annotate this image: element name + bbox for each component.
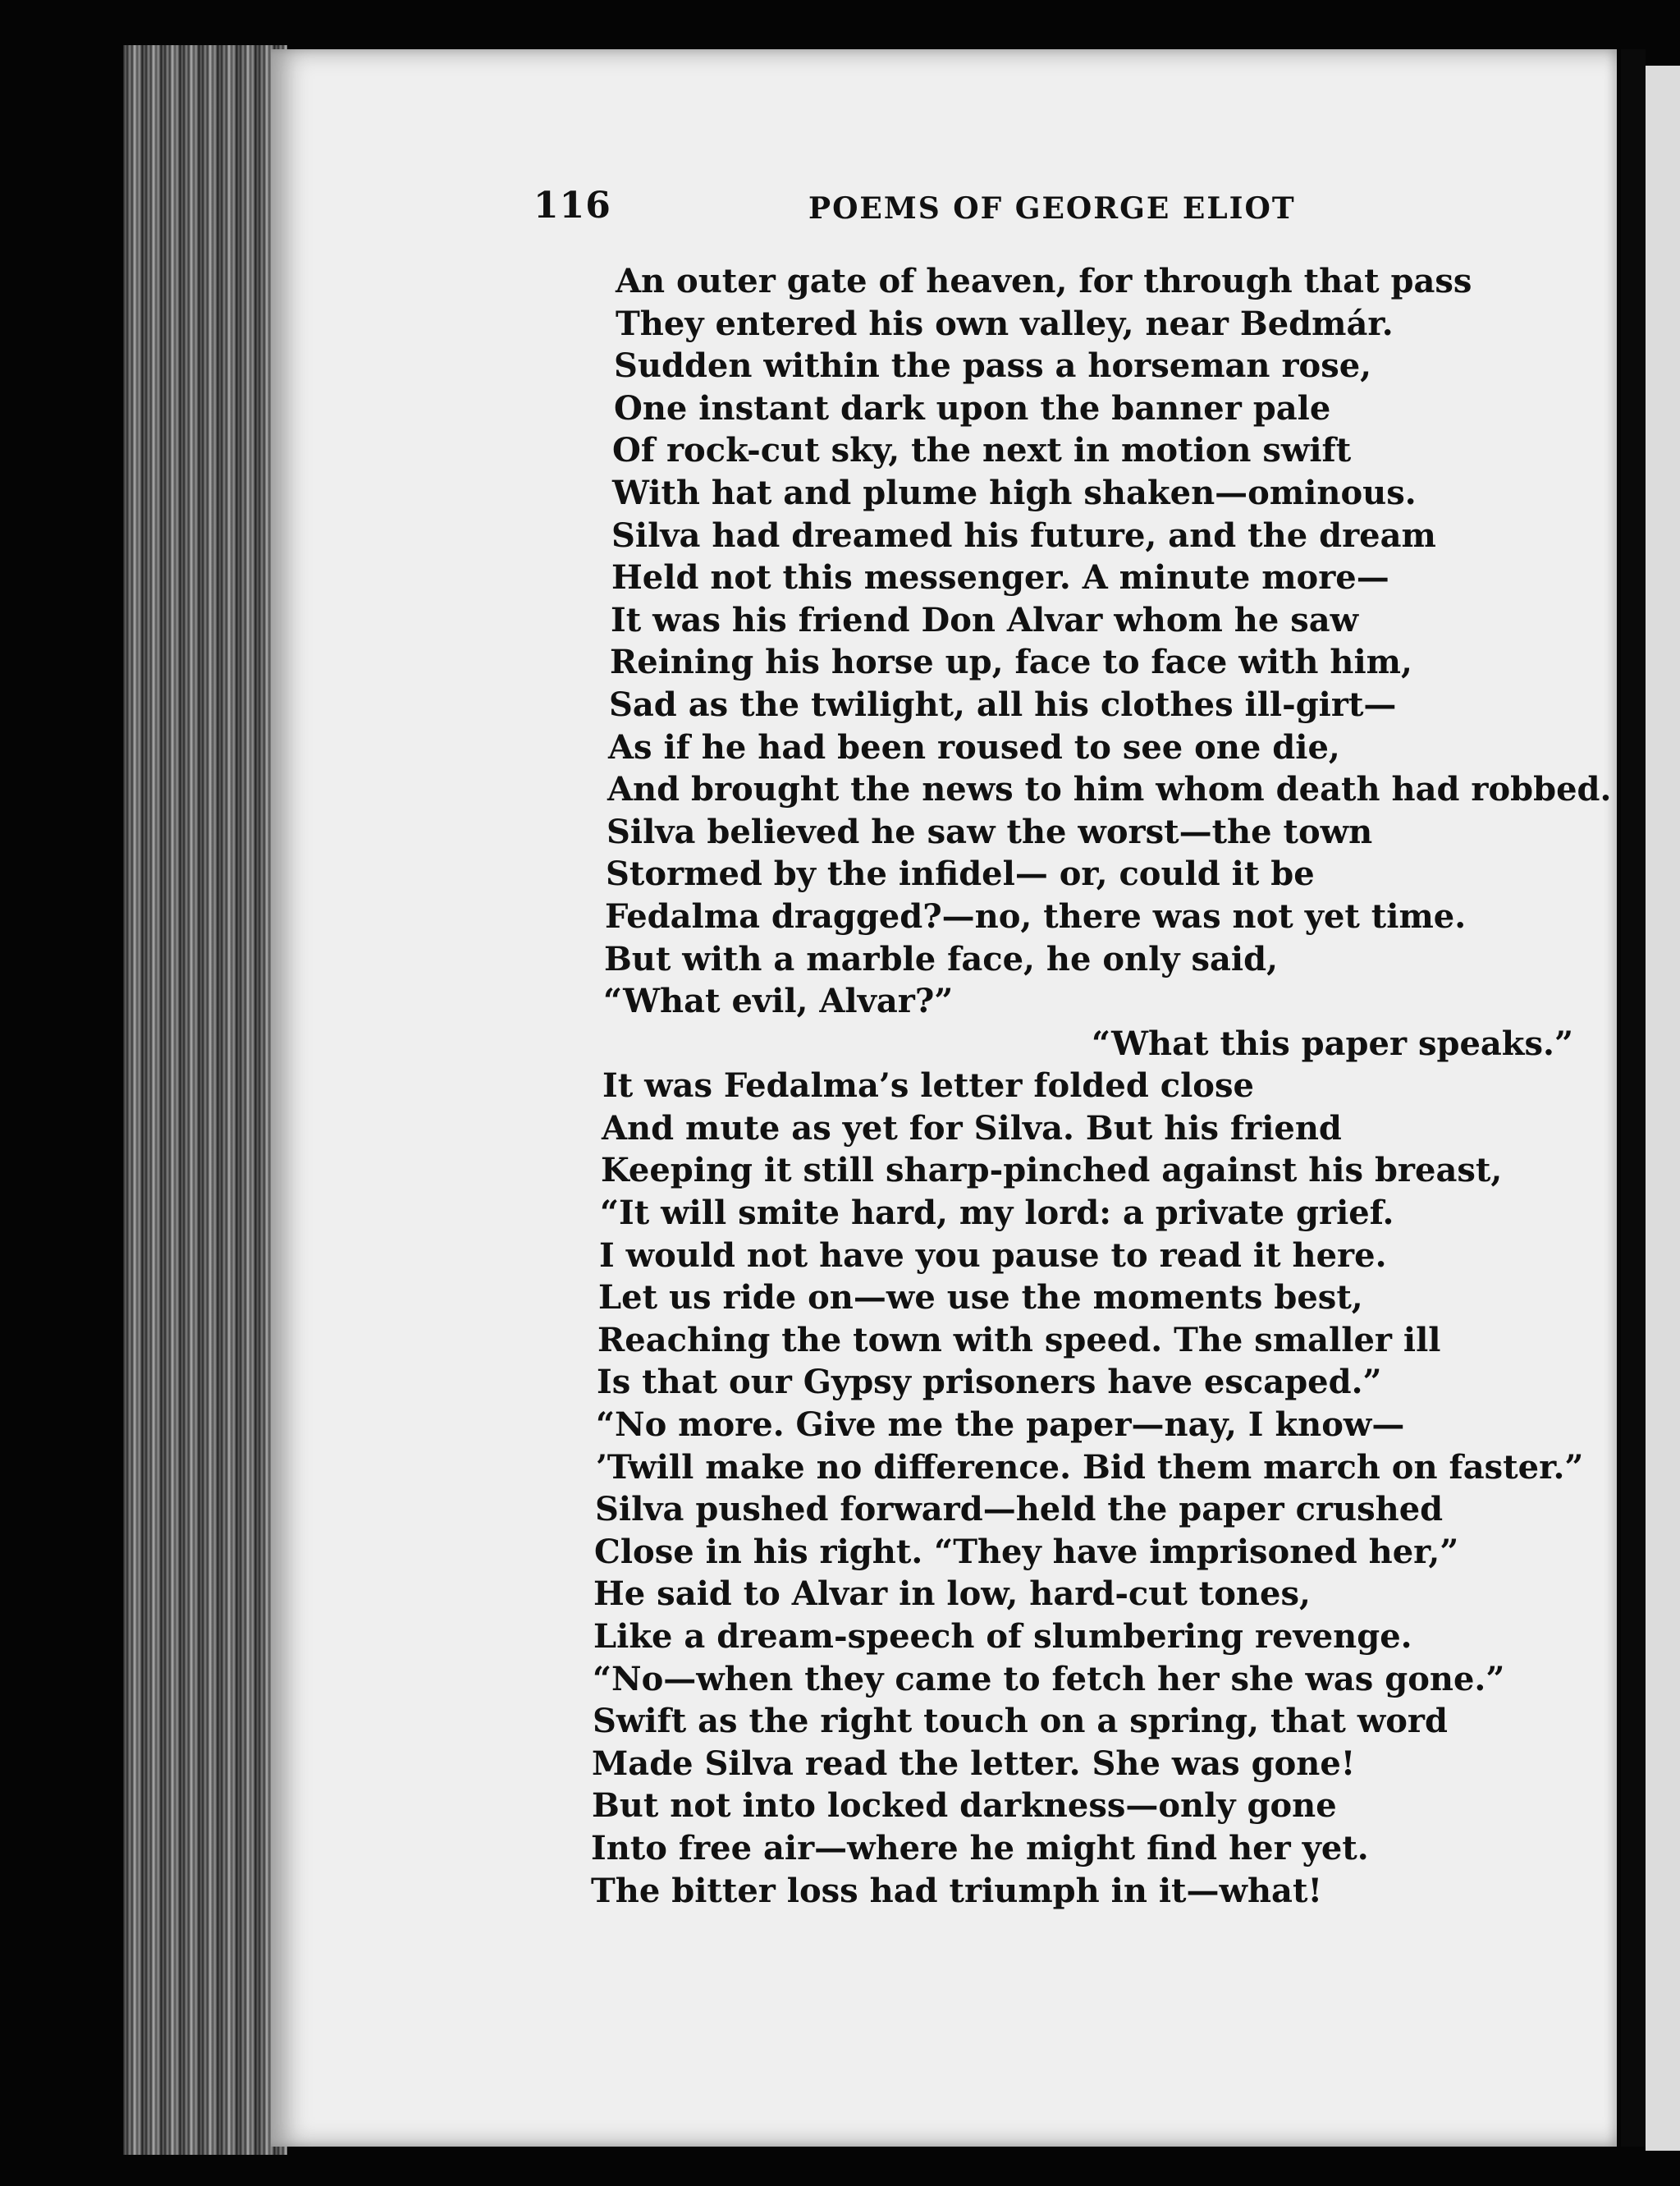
poem-line: He said to Alvar in low, hard-cut tones, [593,1574,1311,1614]
poem-line: Into free air—where he might find her yet. [591,1828,1369,1867]
poem-line: An outer gate of heaven, for through that pass [616,262,1472,300]
poem-line: Like a dream-speech of slumbering revenge. [593,1617,1412,1656]
poem-line: Silva believed he saw the worst—the town [607,812,1373,851]
poem-line: Stormed by the infidel— or, could it be [606,855,1315,894]
poem-line: Is that our Gypsy prisoners have escaped.” [597,1363,1382,1402]
poem-line: Held not this messenger. A minute more— [611,558,1389,598]
poem-line: Keeping it still sharp-pinched against his breast, [601,1151,1503,1190]
poem-line: “What this paper speaks.” [1092,1024,1573,1063]
poem-line: The bitter loss had triumph in it—what! [591,1871,1322,1910]
facing-page-edge [1646,66,1680,2151]
poem-line: Silva had dreamed his future, and the dream [611,516,1436,555]
poem-line: It was his friend Don Alvar whom he saw [611,600,1359,639]
poem-line: They entered his own valley, near Bedmár. [616,304,1394,343]
poem-text [591,260,1625,1912]
poem-line: Sad as the twilight, all his clothes ill-girt— [609,685,1397,724]
poem-line: Reaching the town with speed. The smaller ill [597,1320,1441,1359]
poem-line: Let us ride on—we use the moments best, [598,1278,1363,1318]
poem-line: “It will smite hard, my lord: a private grief. [600,1194,1394,1233]
page-number: 116 [533,185,611,227]
poem-line: Made Silva read the letter. She was gone! [592,1744,1356,1783]
running-head [533,185,1354,242]
poem-line: But not into locked darkness—only gone [592,1786,1337,1826]
poem-line: Sudden within the pass a horseman rose, [614,346,1372,386]
poem-line: “What evil, Alvar?” [603,982,954,1021]
poem-line: Swift as the right touch on a spring, that word [593,1702,1448,1741]
poem-line: And brought the news to him whom death had robbed. [607,770,1612,809]
poem-line: Close in his right. “They have imprisoned her,” [594,1532,1459,1571]
poem-line: Silva pushed forward—held the paper crushed [595,1490,1444,1529]
poem-line: “No more. Give me the paper—nay, I know— [596,1405,1405,1445]
poem-line: With hat and plume high shaken—ominous. [612,473,1417,512]
book-title: POEMS OF GEORGE ELIOT [808,191,1296,226]
poem-line: Of rock-cut sky, the next in motion swift [612,431,1352,470]
poem-line: As if he had been roused to see one die, [608,727,1340,767]
poem-line: “No—when they came to fetch her she was gone.” [593,1659,1505,1698]
book-page-edges [123,45,287,2155]
poem-line: ’Twill make no difference. Bid them march on faster.” [596,1447,1584,1487]
poem-line: And mute as yet for Silva. But his friend [602,1108,1342,1148]
poem-line: It was Fedalma’s letter folded close [602,1066,1254,1106]
poem-line: But with a marble face, he only said, [604,939,1278,978]
poem-line: One instant dark upon the banner pale [614,388,1331,428]
poem-line: Reining his horse up, face to face with him, [610,643,1412,682]
poem-line: Fedalma dragged?—no, there was not yet time. [605,896,1467,936]
poem-line: I would not have you pause to read it here. [599,1235,1387,1275]
